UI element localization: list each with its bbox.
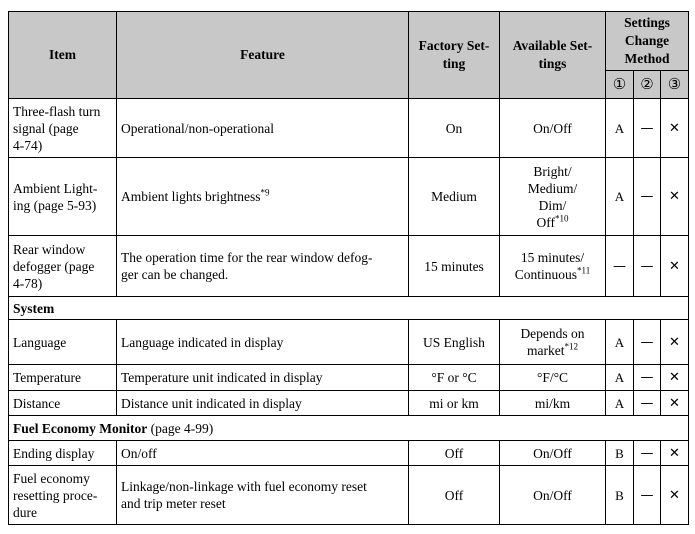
feature-cell: The operation time for the rear window defog- ger can be changed. bbox=[117, 236, 409, 297]
available-settings-cell: On/Off bbox=[500, 441, 606, 466]
header-method-3: ③ bbox=[661, 71, 689, 99]
method-2-cell: — bbox=[634, 236, 661, 297]
not-available-icon: ✕ bbox=[661, 158, 689, 236]
header-available-settings: Available Set- tings bbox=[500, 12, 606, 99]
header-method-1: ① bbox=[606, 71, 634, 99]
feature-cell: On/off bbox=[117, 441, 409, 466]
header-row bbox=[9, 12, 689, 71]
table-row bbox=[9, 391, 689, 416]
section-row bbox=[9, 416, 689, 441]
table-row bbox=[9, 365, 689, 391]
table-row bbox=[9, 320, 689, 365]
not-available-icon: ✕ bbox=[661, 99, 689, 158]
method-2-cell: — bbox=[634, 99, 661, 158]
method-2-cell: — bbox=[634, 391, 661, 416]
section-row bbox=[9, 297, 689, 320]
available-settings-cell: Bright/ Medium/ Dim/ Off$^{*10}$ bbox=[500, 158, 606, 236]
not-available-icon: ✕ bbox=[661, 365, 689, 391]
factory-setting-cell: Off bbox=[409, 441, 500, 466]
item-cell: Ambient Light- ing (page 5-93) bbox=[9, 158, 117, 236]
section-title: Fuel Economy Monitor (page 4-99) bbox=[9, 416, 689, 441]
table-row bbox=[9, 466, 689, 525]
feature-cell: Language indicated in display bbox=[117, 320, 409, 365]
header-item: Item bbox=[9, 12, 117, 99]
available-settings-cell: On/Off bbox=[500, 466, 606, 525]
header-feature: Feature bbox=[117, 12, 409, 99]
method-2-cell: — bbox=[634, 158, 661, 236]
available-settings-cell: mi/km bbox=[500, 391, 606, 416]
item-cell: Rear window defogger (page 4-78) bbox=[9, 236, 117, 297]
method-2-cell: — bbox=[634, 365, 661, 391]
item-cell: Distance bbox=[9, 391, 117, 416]
factory-setting-cell: Medium bbox=[409, 158, 500, 236]
method-1-cell: A bbox=[606, 320, 634, 365]
feature-cell: Distance unit indicated in display bbox=[117, 391, 409, 416]
factory-setting-cell: US English bbox=[409, 320, 500, 365]
factory-setting-cell: 15 minutes bbox=[409, 236, 500, 297]
not-available-icon: ✕ bbox=[661, 236, 689, 297]
method-1-cell: A bbox=[606, 158, 634, 236]
not-available-icon: ✕ bbox=[661, 441, 689, 466]
method-1-cell: A bbox=[606, 99, 634, 158]
item-cell: Fuel economy resetting proce- dure bbox=[9, 466, 117, 525]
header-settings-change-method: Settings Change Method bbox=[606, 12, 689, 71]
method-1-cell: B bbox=[606, 441, 634, 466]
available-settings-cell: 15 minutes/ Continuous$^{*11}$ bbox=[500, 236, 606, 297]
feature-cell: Operational/non-operational bbox=[117, 99, 409, 158]
method-2-cell: — bbox=[634, 466, 661, 525]
not-available-icon: ✕ bbox=[661, 320, 689, 365]
available-settings-cell: °F/°C bbox=[500, 365, 606, 391]
not-available-icon: ✕ bbox=[661, 391, 689, 416]
table-row bbox=[9, 236, 689, 297]
method-1-cell: B bbox=[606, 466, 634, 525]
factory-setting-cell: On bbox=[409, 99, 500, 158]
available-settings-cell: Depends on market$^{*12}$ bbox=[500, 320, 606, 365]
item-cell: Temperature bbox=[9, 365, 117, 391]
item-cell: Language bbox=[9, 320, 117, 365]
table-row bbox=[9, 441, 689, 466]
method-1-cell: — bbox=[606, 236, 634, 297]
factory-setting-cell: mi or km bbox=[409, 391, 500, 416]
header-method-2: ② bbox=[634, 71, 661, 99]
item-cell: Three-flash turn signal (page 4-74) bbox=[9, 99, 117, 158]
factory-setting-cell: Off bbox=[409, 466, 500, 525]
table-row bbox=[9, 158, 689, 236]
settings-table bbox=[8, 11, 689, 525]
available-settings-cell: On/Off bbox=[500, 99, 606, 158]
feature-cell: Temperature unit indicated in display bbox=[117, 365, 409, 391]
method-1-cell: A bbox=[606, 365, 634, 391]
header-factory-setting: Factory Set- ting bbox=[409, 12, 500, 99]
method-2-cell: — bbox=[634, 441, 661, 466]
method-1-cell: A bbox=[606, 391, 634, 416]
section-title: System bbox=[9, 297, 689, 320]
table-row bbox=[9, 99, 689, 158]
feature-cell: Ambient lights brightness$^{*9}$ bbox=[117, 158, 409, 236]
not-available-icon: ✕ bbox=[661, 466, 689, 525]
item-cell: Ending display bbox=[9, 441, 117, 466]
factory-setting-cell: °F or °C bbox=[409, 365, 500, 391]
feature-cell: Linkage/non-linkage with fuel economy reset and trip meter reset bbox=[117, 466, 409, 525]
method-2-cell: — bbox=[634, 320, 661, 365]
